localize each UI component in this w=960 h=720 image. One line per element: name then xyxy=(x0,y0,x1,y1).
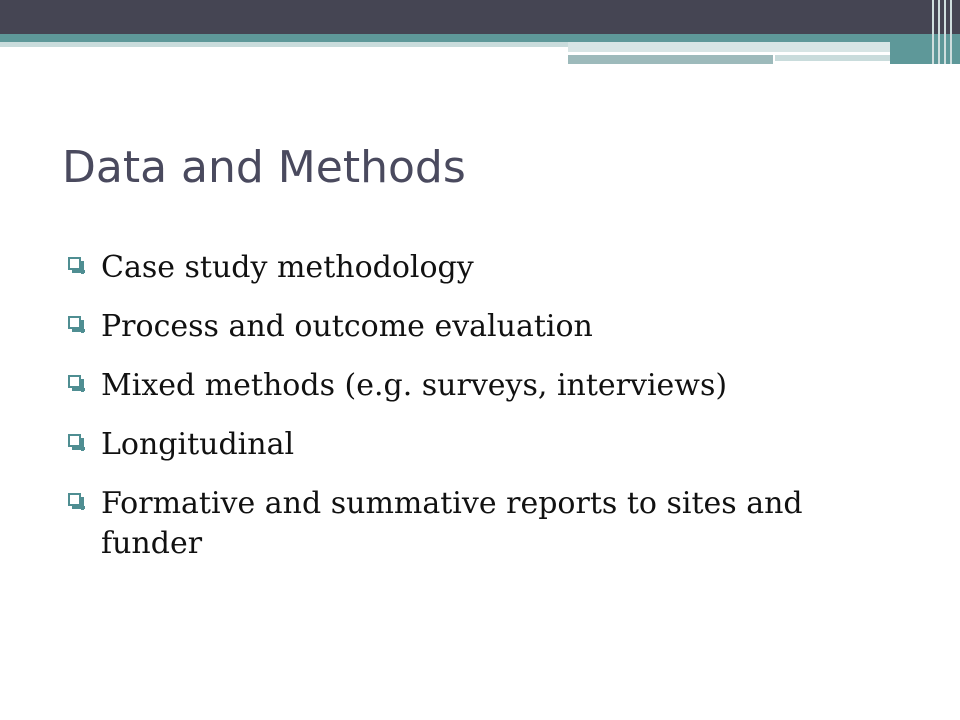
bullet-text: Process and outcome evaluation xyxy=(101,309,593,344)
list-item xyxy=(68,248,908,288)
header-dark-band xyxy=(0,0,960,34)
list-item xyxy=(68,425,908,465)
checkbox-bullet-icon xyxy=(68,493,81,506)
header-light-band xyxy=(775,55,890,61)
header-light-band xyxy=(568,42,890,52)
list-item xyxy=(68,366,908,406)
header-light-band xyxy=(568,55,773,64)
checkbox-bullet-icon xyxy=(68,257,81,270)
slide-title: Data and Methods xyxy=(62,142,466,193)
list-item xyxy=(68,484,908,564)
checkbox-bullet-icon xyxy=(68,375,81,388)
header-stripe xyxy=(944,0,946,64)
list-item xyxy=(68,307,908,347)
checkbox-bullet-icon xyxy=(68,434,81,447)
bullet-text: Longitudinal xyxy=(101,427,295,462)
bullet-text: Case study methodology xyxy=(101,250,474,285)
header-stripe xyxy=(950,0,952,64)
checkbox-bullet-icon xyxy=(68,316,81,329)
bullet-text: Formative and summative reports to sites and funder xyxy=(101,486,803,561)
bullet-text: Mixed methods (e.g. surveys, interviews) xyxy=(101,368,728,403)
header-stripe xyxy=(932,0,934,64)
header-stripe xyxy=(938,0,940,64)
header-light-band xyxy=(0,42,570,47)
header-teal-band xyxy=(0,34,960,42)
bullet-list xyxy=(68,248,908,583)
